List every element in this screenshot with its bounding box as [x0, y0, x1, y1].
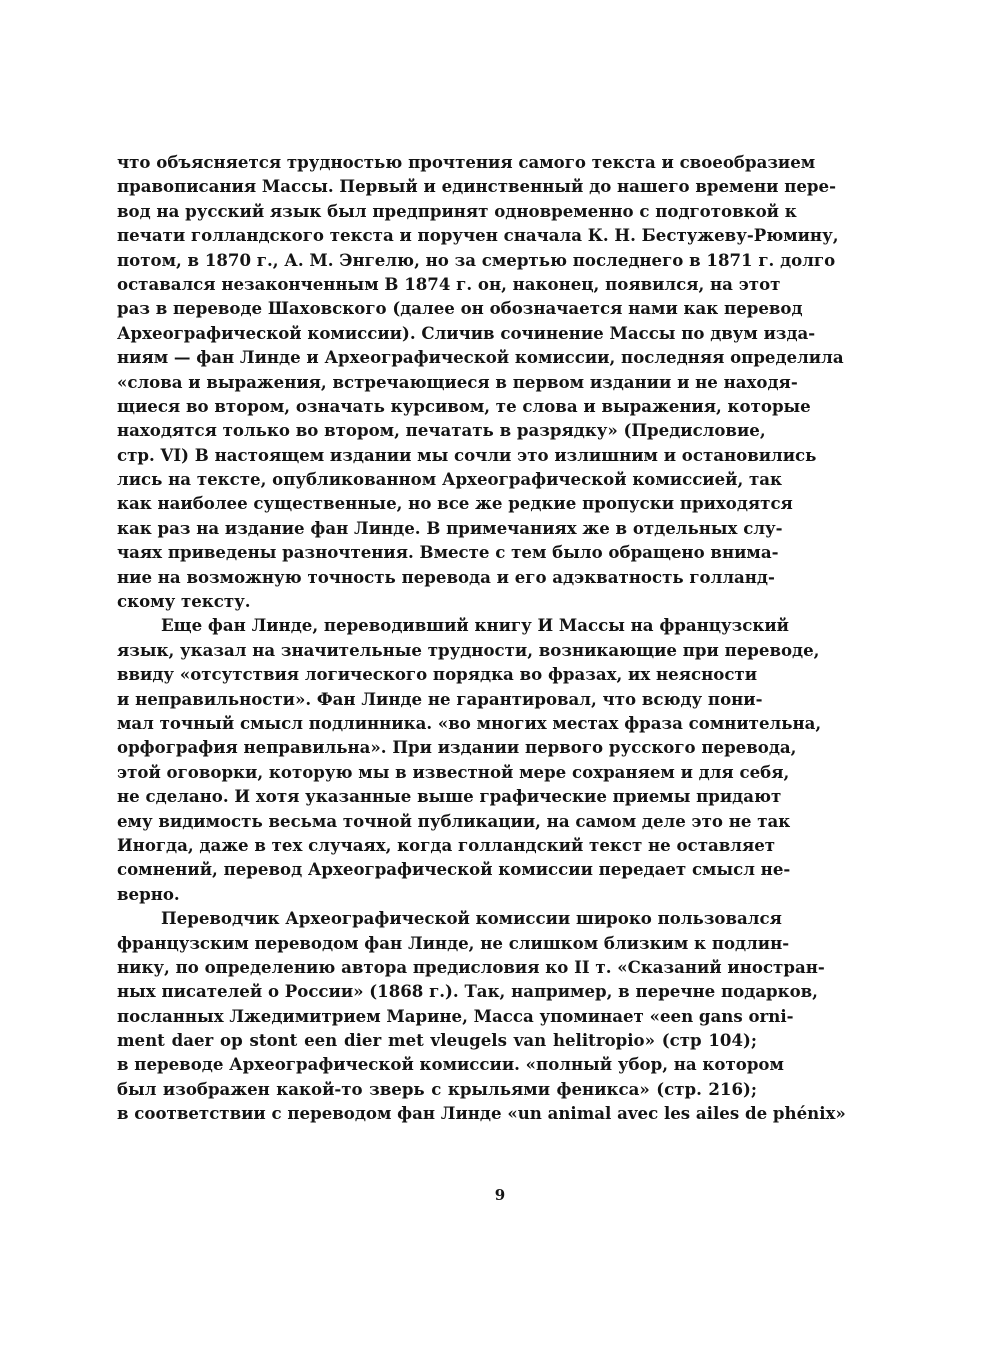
text-line: как раз на издание фан Линде. В примечаниях же в отдельных слу-	[117, 517, 783, 538]
text-line: печати голландского текста и поручен сначала К. Н. Бестужеву-Рюмину,	[117, 225, 839, 246]
text-line: ных писателей о России» (1868 г.). Так, например, в перечне подарков,	[117, 981, 818, 1002]
text-line: щиеся во втором, означать курсивом, те слова и выражения, которые	[117, 395, 811, 416]
paragraph-2	[117, 613, 822, 906]
text-line: «слова и выражения, встречающиеся в первом издании и не находя-	[117, 371, 798, 392]
text-line: не сделано. И хотя указанные выше графические приемы придают	[117, 786, 782, 807]
text-line: вод на русский язык был предпринят одновременно с подготовкой к	[117, 200, 797, 221]
text-line: что объясняется трудностью прочтения самого текста и своеобразием	[117, 152, 816, 172]
text-line: ние на возможную точность перевода и его адэкватность голланд-	[117, 566, 775, 587]
text-line: в переводе Археографической комиссии. «полный убор, на котором	[117, 1054, 784, 1075]
text-line: Иногда, даже в тех случаях, когда голландский текст не оставляет	[117, 834, 776, 855]
text-line: этой оговорки, которую мы в известной мере сохраняем и для себя,	[117, 761, 790, 782]
text-line: французским переводом фан Линде, не слишком близким к подлин-	[117, 932, 790, 953]
text-line: был изображен какой-то зверь с крыльями феникса» (стр. 216);	[117, 1078, 757, 1099]
text-line: лись на тексте, опубликованном Археографической комиссией, так	[117, 469, 783, 490]
text-line: сомнений, перевод Археографической комиссии передает смысл не-	[117, 859, 791, 880]
text-line: верно.	[117, 883, 180, 904]
text-line: ment daer op stont een dier met vleugels van helitropio» (стр 104);	[117, 1030, 757, 1051]
text-line: как наиболее существенные, но все же редкие пропуски приходятся	[117, 493, 793, 514]
text-line: Еще фан Линде, переводивший книгу И Массы на французский	[161, 615, 789, 636]
text-line: чаях приведены разночтения. Вместе с тем было обращено внима-	[117, 542, 779, 563]
text-line: в соответствии с переводом фан Линде «un animal avec les ailes de phénix»	[117, 1103, 846, 1124]
text-line: правописания Массы. Первый и единственный до нашего времени пере-	[117, 176, 836, 197]
text-line: мал точный смысл подлинника. «во многих местах фраза сомнительна,	[117, 712, 822, 733]
paragraph-3	[117, 906, 846, 1126]
paragraph-1	[117, 150, 844, 613]
text-line: ввиду «отсутствия логического порядка во фразах, их неясности	[117, 664, 758, 685]
text-line: стр. VI) В настоящем издании мы сочли это излишним и остановились	[117, 444, 817, 465]
text-line: раз в переводе Шаховского (далее он обозначается нами как перевод	[117, 298, 803, 319]
body-text	[117, 150, 846, 1126]
text-line: оставался незаконченным В 1874 г. он, наконец, появился, на этот	[117, 273, 781, 294]
text-line: Переводчик Археографической комиссии широко пользовался	[161, 908, 782, 929]
text-line: язык, указал на значительные трудности, возникающие при переводе,	[117, 639, 820, 660]
page-number: 9	[494, 1186, 506, 1204]
text-line: нику, по определению автора предисловия ко II т. «Сказаний иностран-	[117, 956, 825, 977]
text-line: и неправильности». Фан Линде не гарантировал, что всюду пони-	[117, 688, 763, 709]
text-line: ниям — фан Линде и Археографической комиссии, последняя определила	[117, 347, 844, 368]
text-line: скому тексту.	[117, 591, 251, 612]
text-line: Археографической комиссии). Сличив сочинение Массы по двум изда-	[117, 322, 816, 343]
text-line: ему видимость весьма точной публикации, на самом деле это не так	[117, 810, 791, 831]
text-line: орфография неправильна». При издании первого русского перевода,	[117, 737, 797, 758]
text-line: потом, в 1870 г., А. М. Энгелю, но за смертью последнего в 1871 г. долго	[117, 249, 836, 270]
text-line: посланных Лжедимитрием Марине, Масса упоминает «een gans orni-	[117, 1005, 794, 1026]
text-line: находятся только во втором, печатать в разрядку» (Предисловие,	[117, 420, 766, 441]
